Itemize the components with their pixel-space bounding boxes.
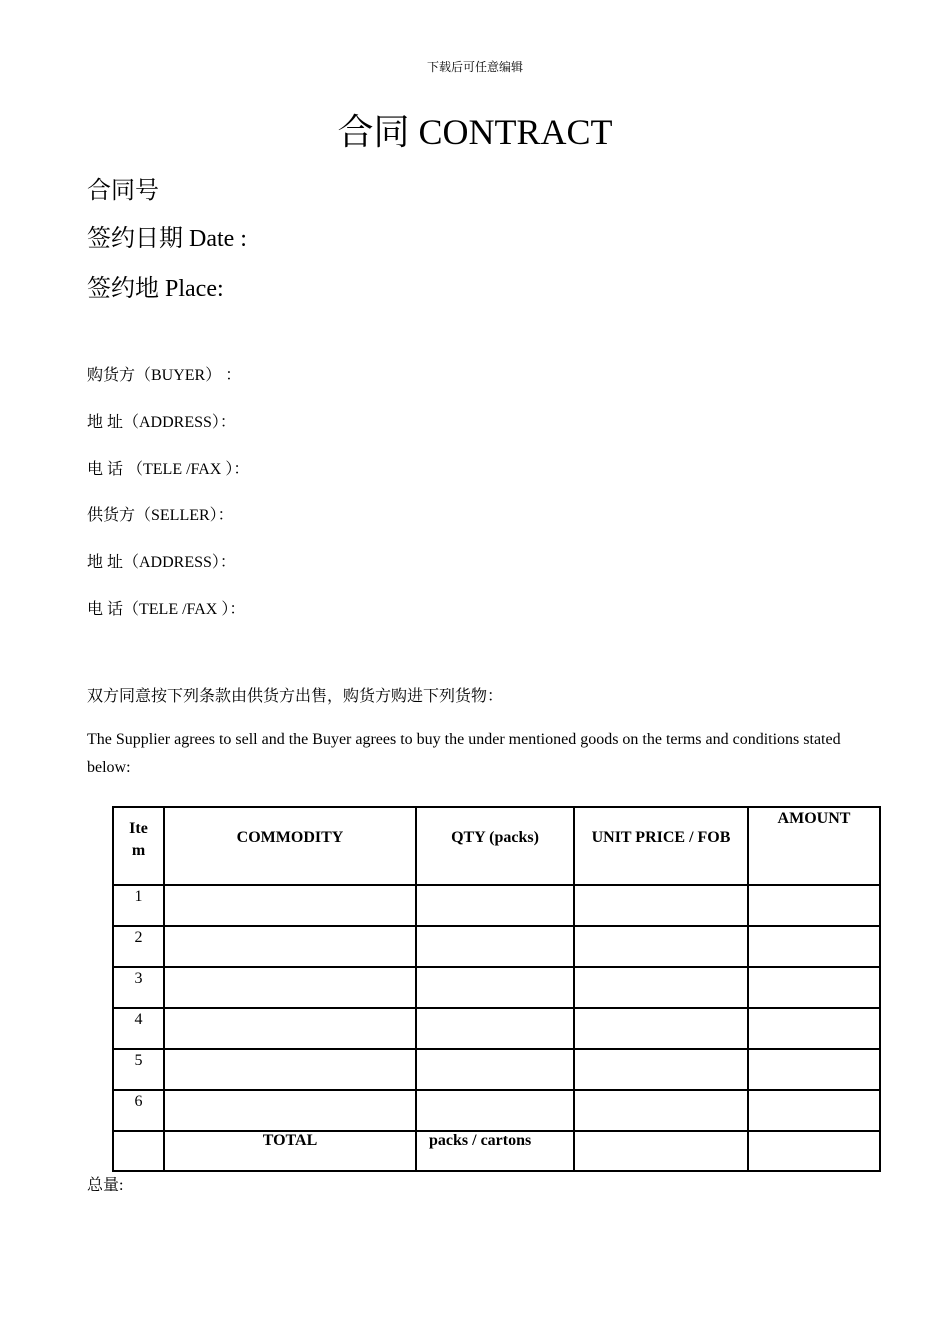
total-unit-price-cell[interactable] xyxy=(574,1131,748,1171)
unit-price-cell[interactable] xyxy=(574,926,748,967)
qty-cell[interactable] xyxy=(416,885,574,926)
amount-cell[interactable] xyxy=(748,885,880,926)
total-label: TOTAL xyxy=(164,1131,416,1171)
commodity-cell[interactable] xyxy=(164,885,416,926)
unit-price-cell[interactable] xyxy=(574,967,748,1008)
row-item-number: 1 xyxy=(113,885,164,926)
document-title: 合同 CONTRACT xyxy=(337,112,613,152)
qty-cell[interactable] xyxy=(416,926,574,967)
row-item-number: 4 xyxy=(113,1008,164,1049)
commodity-cell[interactable] xyxy=(164,1049,416,1090)
table-row xyxy=(113,885,880,926)
header-item xyxy=(113,807,164,885)
seller-tele-label: 电 话（TELE /FAX ）： xyxy=(87,601,246,618)
header-qty: QTY (packs) xyxy=(416,807,574,885)
commodity-cell[interactable] xyxy=(164,1008,416,1049)
seller-name-label: 供货方（SELLER）： xyxy=(87,507,234,524)
total-item-cell xyxy=(113,1131,164,1171)
buyer-address-label: 地 址（ADDRESS）： xyxy=(87,414,236,431)
qty-cell[interactable] xyxy=(416,1008,574,1049)
header-item-line1: Ite xyxy=(129,820,148,837)
row-item-number: 3 xyxy=(113,967,164,1008)
header-unit-price: UNIT PRICE / FOB xyxy=(574,807,748,885)
amount-cell[interactable] xyxy=(748,1049,880,1090)
total-qty-unit: packs / cartons xyxy=(416,1131,574,1171)
commodity-cell[interactable] xyxy=(164,926,416,967)
unit-price-cell[interactable] xyxy=(574,885,748,926)
agreement-chinese: 双方同意按下列条款由供货方出售，购货方购进下列货物： xyxy=(87,688,504,705)
sign-date-label: 签约日期 Date : xyxy=(87,226,247,252)
amount-cell[interactable] xyxy=(748,1008,880,1049)
unit-price-cell[interactable] xyxy=(574,1049,748,1090)
sign-place-label: 签约地 Place: xyxy=(87,276,224,302)
buyer-tele-label: 电 话 （TELE /FAX ）： xyxy=(87,461,250,478)
table-row xyxy=(113,926,880,967)
amount-cell[interactable] xyxy=(748,926,880,967)
amount-cell[interactable] xyxy=(748,1090,880,1131)
header-commodity: COMMODITY xyxy=(164,807,416,885)
qty-cell[interactable] xyxy=(416,1049,574,1090)
row-item-number: 6 xyxy=(113,1090,164,1131)
qty-cell[interactable] xyxy=(416,967,574,1008)
total-quantity-label: 总量: xyxy=(87,1177,124,1194)
row-item-number: 2 xyxy=(113,926,164,967)
unit-price-cell[interactable] xyxy=(574,1090,748,1131)
total-amount-cell[interactable] xyxy=(748,1131,880,1171)
goods-table xyxy=(112,806,881,1172)
seller-address-label: 地 址（ADDRESS）： xyxy=(87,554,236,571)
table-row xyxy=(113,1049,880,1090)
table-header-row xyxy=(113,807,880,885)
table-row xyxy=(113,1090,880,1131)
unit-price-cell[interactable] xyxy=(574,1008,748,1049)
header-note: 下载后可任意编辑 xyxy=(426,60,523,74)
table-total-row xyxy=(113,1131,880,1171)
row-item-number: 5 xyxy=(113,1049,164,1090)
contract-number-label: 合同号 xyxy=(87,178,159,204)
amount-cell[interactable] xyxy=(748,967,880,1008)
header-amount: AMOUNT xyxy=(748,807,880,885)
commodity-cell[interactable] xyxy=(164,967,416,1008)
header-item-line2: m xyxy=(131,842,146,859)
table-row xyxy=(113,967,880,1008)
agreement-english: The Supplier agrees to sell and the Buyer agrees to buy the under mentioned goods on the terms and conditions stated below: xyxy=(87,731,841,776)
buyer-name-label: 购货方（BUYER） ： xyxy=(87,367,242,384)
table-row xyxy=(113,1008,880,1049)
qty-cell[interactable] xyxy=(416,1090,574,1131)
commodity-cell[interactable] xyxy=(164,1090,416,1131)
